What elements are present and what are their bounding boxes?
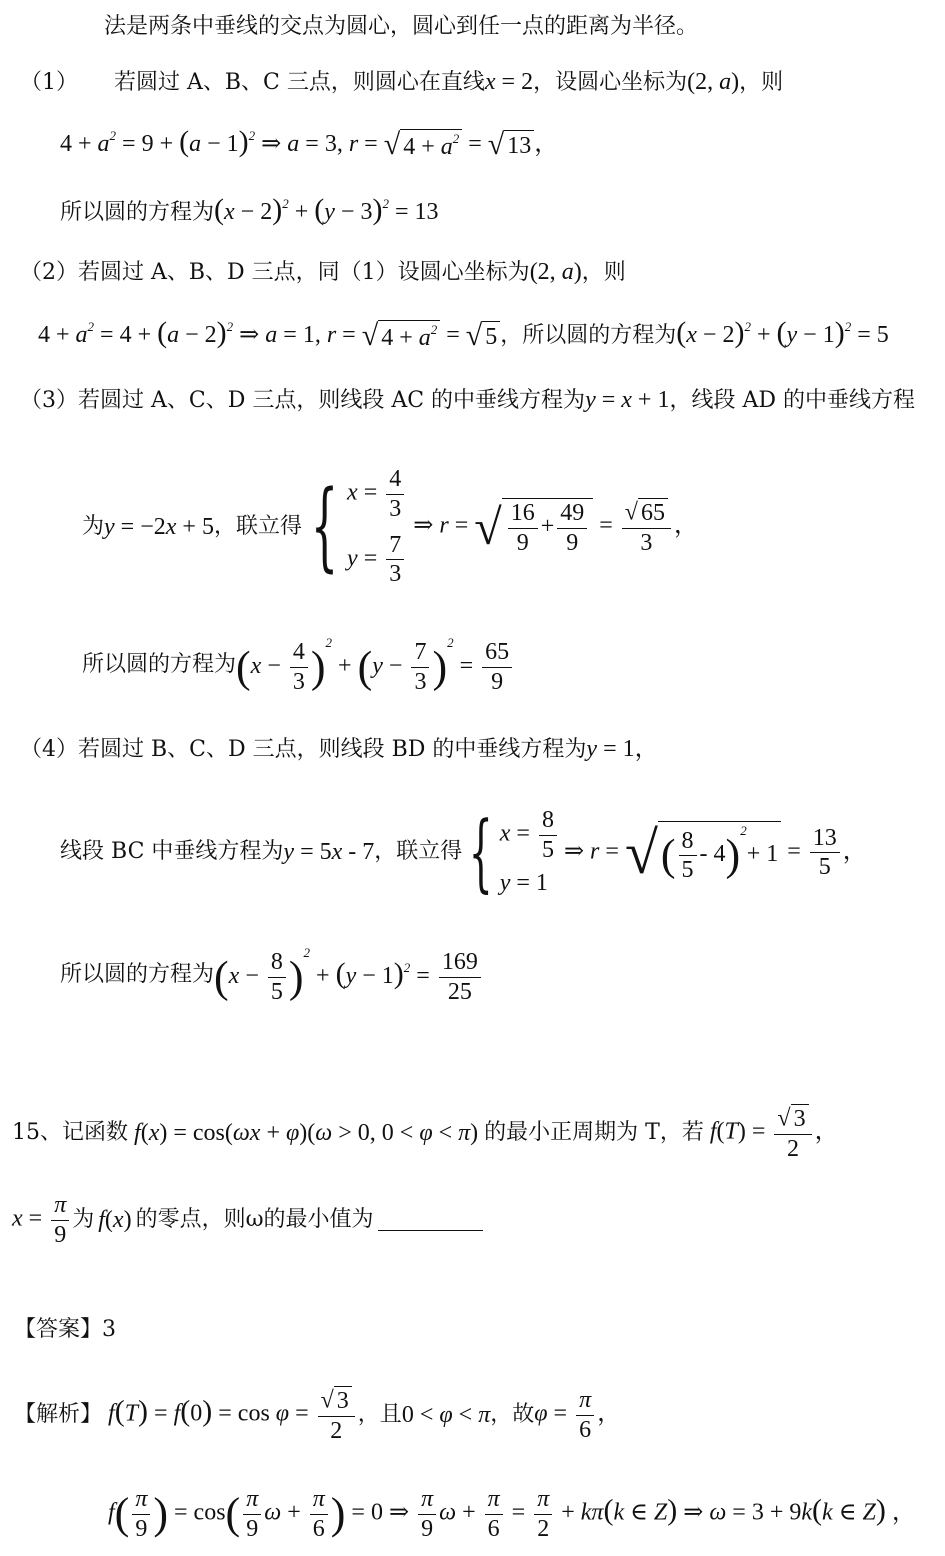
left-brace-2: { — [468, 803, 494, 902]
analysis-eq2: f( $\frac{\pi}{9}$ ) = cos( $\frac{\pi}{9}$ ω + $\frac{\pi}{6}$ ) = 0 ⇒ $\frac{\pi}{9}$ ω + $\frac{\pi}{6}$ = $\frac{\pi}{2}$ + kπ(k ∈ Z) ⇒ ω = 3 + 9k(k ∈ Z) ， — [108, 1486, 916, 1542]
part4-text: 若圆过 B、C、D 三点，则线段 BD 的中垂线方程为 — [78, 737, 587, 762]
analysis-range: 0 < φ < π — [401, 1401, 491, 1428]
eq-ad: y = −2x + 5 — [104, 513, 214, 540]
part3-text-b: ，线段 AD 的中垂线方程 — [669, 388, 915, 413]
q15-text-c: 为 — [72, 1206, 95, 1232]
part3-system — [82, 462, 945, 592]
part1-text-b: ，设圆心坐标为 — [533, 70, 688, 95]
part4-radius: ⇒ r = √( $\frac{8}{5}$ - 4)$^2$+ 1 = $\frac{13}{5}$ ， — [563, 819, 867, 886]
part1-result-eq: $(x - 2)^2 + (y - 3)^2 = 13$ — [214, 193, 439, 226]
analysis-line1 — [14, 1380, 945, 1450]
analysis-text-a: ，且 — [357, 1401, 402, 1427]
part2-statement — [20, 258, 945, 287]
part3-text: 若圆过 A、C、D 三点，则线段 AC 的中垂线方程为 — [78, 388, 586, 413]
part2-text: 若圆过 A、B、D 三点，同（1）设圆心坐标为 — [78, 260, 530, 285]
question-15 — [12, 1098, 945, 1168]
part1-result-text: 所以圆的方程为 — [60, 200, 215, 225]
part4-result-text: 所以圆的方程为 — [60, 961, 215, 987]
part3-radius: ⇒ r = √ $\frac{16}{9}$ + $\frac{49}{9}$ = $\frac{√ 65}{3}$ ， — [413, 499, 698, 556]
part2-math: $4 + a^2 = 4 + (a - 2)^2$ ⇒ a = 1, r = √ $4 + a^2$ = √ 5 — [38, 322, 500, 348]
q15-condition: f(T) = $\frac{√ 3}{2}$ ， — [709, 1105, 839, 1162]
part1-text: 若圆过 A、B、C 三点，则圆心在直线 — [114, 70, 485, 95]
center-coord: (2, a) — [687, 69, 740, 95]
part2-label: （2） — [20, 260, 78, 285]
part1-text-c: ，则 — [739, 70, 784, 95]
analysis-text-b: ，故 — [490, 1401, 535, 1427]
part2-text-b: ，则 — [581, 260, 626, 285]
analysis-eq1: f(T) = f(0) = cos φ = $\frac{√ 3}{2}$ — [108, 1386, 358, 1444]
q15-text-d: 的零点，则ω的最小值为 — [135, 1206, 374, 1232]
part4-text-b: 线段 BC 中垂线方程为 — [60, 839, 284, 865]
part3-result — [82, 630, 945, 700]
part3-statement — [20, 386, 945, 415]
part1-label: （1） — [20, 70, 78, 95]
q15-text-b: 的最小正周期为 T，若 — [484, 1119, 704, 1145]
eq-bc: y = 5x - 7 — [283, 839, 375, 866]
part3-text-d: ，联立得 — [213, 513, 302, 539]
part4-result — [60, 940, 945, 1010]
part1-math: $4 + a^2 = 9 + (a - 1)^2$ ⇒ a = 3, r = √ $4 + a^2$ = √ 13 ， — [60, 125, 559, 162]
part3-text-c: 为 — [82, 513, 105, 539]
q15-fx: f(x) — [98, 1206, 132, 1233]
part3-label: （3） — [20, 388, 78, 413]
analysis-line2 — [108, 1478, 945, 1550]
q15-zero: x = $\frac{\pi}{9}$ — [12, 1192, 72, 1248]
answer-value: 3 — [102, 1317, 117, 1342]
question-number: 15、 — [12, 1119, 62, 1145]
part4-text-c: ，联立得 — [374, 839, 463, 865]
part4-result-eq: (x − $\frac{8}{5}$ )$^2 + (y - 1)^2$ = $\frac{169}{25}$ — [214, 945, 484, 1005]
eq-ac: y = x + 1 — [585, 387, 670, 413]
question-15-line2 — [12, 1190, 945, 1250]
intro-text: 法是两条中垂线的交点为圆心，圆心到任一点的距离为半径。 — [104, 14, 699, 39]
left-brace: { — [310, 470, 339, 583]
part1-result — [60, 195, 945, 227]
answer-line — [14, 1317, 945, 1343]
line-x-eq-2: x = 2 — [484, 69, 534, 95]
analysis-phi: φ = $\frac{\pi}{6}$ ， — [534, 1387, 622, 1443]
eq-bd: y = 1， — [586, 736, 659, 762]
part2-result-text: ，所以圆的方程为 — [500, 323, 677, 348]
part2-result-eq: $(x - 2)^2 + (y - 1)^2 = 5$ — [676, 316, 889, 349]
part3-result-eq: (x − $\frac{4}{3}$ )$^2$ + (y − $\frac{7}{3}$ )$^2$ = $\frac{65}{9}$ — [236, 635, 515, 695]
analysis-label: 【解析】 — [14, 1401, 103, 1427]
part3-result-text: 所以圆的方程为 — [82, 651, 237, 677]
part4-statement — [20, 735, 945, 764]
q15-text-a: 记函数 — [62, 1119, 129, 1145]
part2-equation — [38, 318, 945, 354]
center-coord-2: (2, a) — [529, 259, 582, 285]
answer-label: 【答案】 — [14, 1317, 103, 1342]
q15-function: f(x) = cos(ωx + φ)(ω > 0, 0 < φ < π) — [134, 1119, 479, 1146]
part1-statement — [20, 68, 945, 97]
part4-solution: x = $\frac{8}{5}$ y = 1 — [500, 807, 560, 898]
part3-solution: x = $\frac{4}{3}$ y = $\frac{7}{3}$ — [347, 466, 407, 588]
answer-blank[interactable] — [378, 1210, 483, 1231]
part4-system — [60, 800, 945, 905]
part4-label: （4） — [20, 737, 78, 762]
intro-line — [104, 14, 945, 40]
part1-equation — [60, 127, 945, 163]
